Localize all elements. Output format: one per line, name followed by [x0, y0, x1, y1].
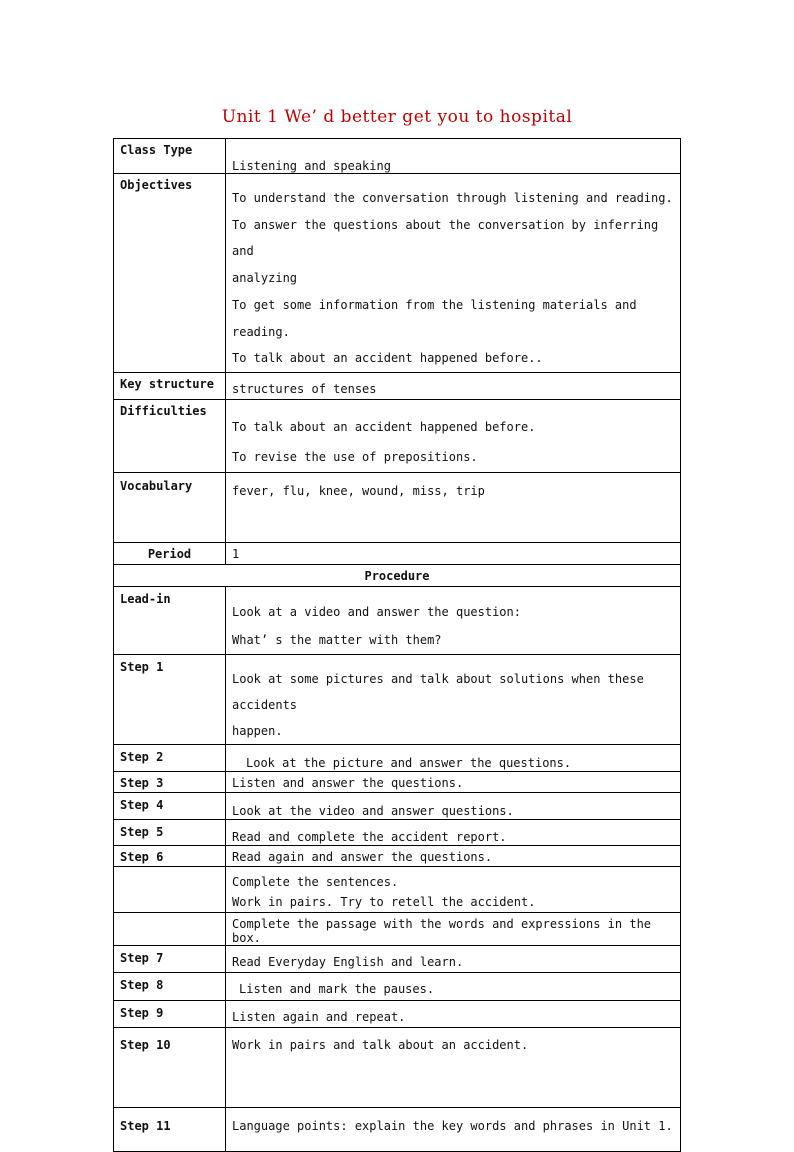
objective-line: To understand the conversation through listening and reading. — [232, 191, 673, 205]
row-step-1 — [114, 654, 681, 744]
step-8-label: Step 8 — [114, 972, 226, 1000]
row-period — [114, 542, 681, 564]
step-7-label: Step 7 — [114, 945, 226, 972]
row-procedure — [114, 564, 681, 586]
lesson-plan-table — [113, 138, 681, 1152]
extra-1-line: Work in pairs. Try to retell the accident. — [232, 894, 536, 909]
objective-line: To answer the questions about the conversation by inferring and — [232, 217, 659, 259]
row-step-3 — [114, 771, 681, 792]
key-structure-value: structures of tenses — [232, 381, 377, 396]
row-step-2 — [114, 744, 681, 771]
step-10-value: Work in pairs and talk about an accident. — [232, 1037, 529, 1052]
extra-2-value: Complete the passage with the words and expressions in the box. — [232, 916, 652, 945]
step-3-label: Step 3 — [114, 771, 226, 792]
row-objectives — [114, 174, 681, 373]
objective-line: analyzing — [232, 271, 298, 286]
step-6-value: Read again and answer the questions. — [232, 849, 493, 864]
objectives-label: Objectives — [114, 174, 226, 373]
period-label: Period — [114, 542, 226, 564]
row-class-type — [114, 139, 681, 174]
step-2-value: Look at the picture and answer the questions. — [246, 755, 572, 770]
row-step-6 — [114, 845, 681, 866]
step-9-label: Step 9 — [114, 1000, 226, 1027]
step-1-line: happen. — [232, 723, 283, 738]
step-1-label: Step 1 — [114, 654, 226, 744]
extra-1-line: Complete the sentences. — [232, 874, 399, 889]
step-3-value: Listen and answer the questions. — [232, 775, 464, 790]
row-step-7 — [114, 945, 681, 972]
lead-in-line: What’ s the matter with them? — [232, 632, 442, 647]
key-structure-label: Key structure — [114, 372, 226, 399]
vocabulary-label: Vocabulary — [114, 472, 226, 542]
row-step-9 — [114, 1000, 681, 1027]
step-11-value: Language points: explain the key words and phrases in Unit 1. — [232, 1118, 673, 1133]
step-6-label: Step 6 — [114, 845, 226, 866]
document-title: Unit 1 We’ d better get you to hospital — [221, 107, 573, 127]
step-10-label: Step 10 — [114, 1027, 226, 1107]
row-lead-in — [114, 586, 681, 654]
step-8-value: Listen and mark the pauses. — [239, 981, 435, 996]
row-step-11 — [114, 1107, 681, 1151]
row-step-8 — [114, 972, 681, 1000]
step-1-line: Look at some pictures and talk about solutions when these accidents — [232, 671, 644, 712]
row-vocabulary — [114, 472, 681, 542]
lead-in-label: Lead-in — [114, 586, 226, 654]
difficulties-label: Difficulties — [114, 399, 226, 472]
vocabulary-value: fever, flu, knee, wound, miss, trip — [232, 483, 485, 498]
row-step-5 — [114, 819, 681, 845]
step-5-value: Read and complete the accident report. — [232, 829, 507, 844]
row-extra-2 — [114, 912, 681, 945]
row-step-10 — [114, 1027, 681, 1107]
difficulty-line: To revise the use of prepositions. — [232, 449, 478, 464]
step-2-label: Step 2 — [114, 744, 226, 771]
step-4-label: Step 4 — [114, 792, 226, 819]
row-step-4 — [114, 792, 681, 819]
class-type-label: Class Type — [114, 139, 226, 174]
row-difficulties — [114, 399, 681, 472]
objective-line: To get some information from the listening materials and reading. — [232, 297, 637, 339]
row-key-structure — [114, 372, 681, 399]
step-9-value: Listen again and repeat. — [232, 1009, 406, 1024]
step-4-value: Look at the video and answer questions. — [232, 803, 514, 818]
step-5-label: Step 5 — [114, 819, 226, 845]
period-value: 1 — [232, 546, 240, 561]
objective-line: To talk about an accident happened before.. — [232, 351, 543, 366]
class-type-value: Listening and speaking — [232, 159, 391, 173]
lead-in-line: Look at a video and answer the question: — [232, 604, 521, 619]
difficulty-line: To talk about an accident happened before. — [232, 419, 536, 434]
row-extra-1 — [114, 866, 681, 912]
step-7-value: Read Everyday English and learn. — [232, 954, 464, 969]
procedure-heading: Procedure — [114, 564, 681, 586]
step-11-label: Step 11 — [114, 1107, 226, 1151]
